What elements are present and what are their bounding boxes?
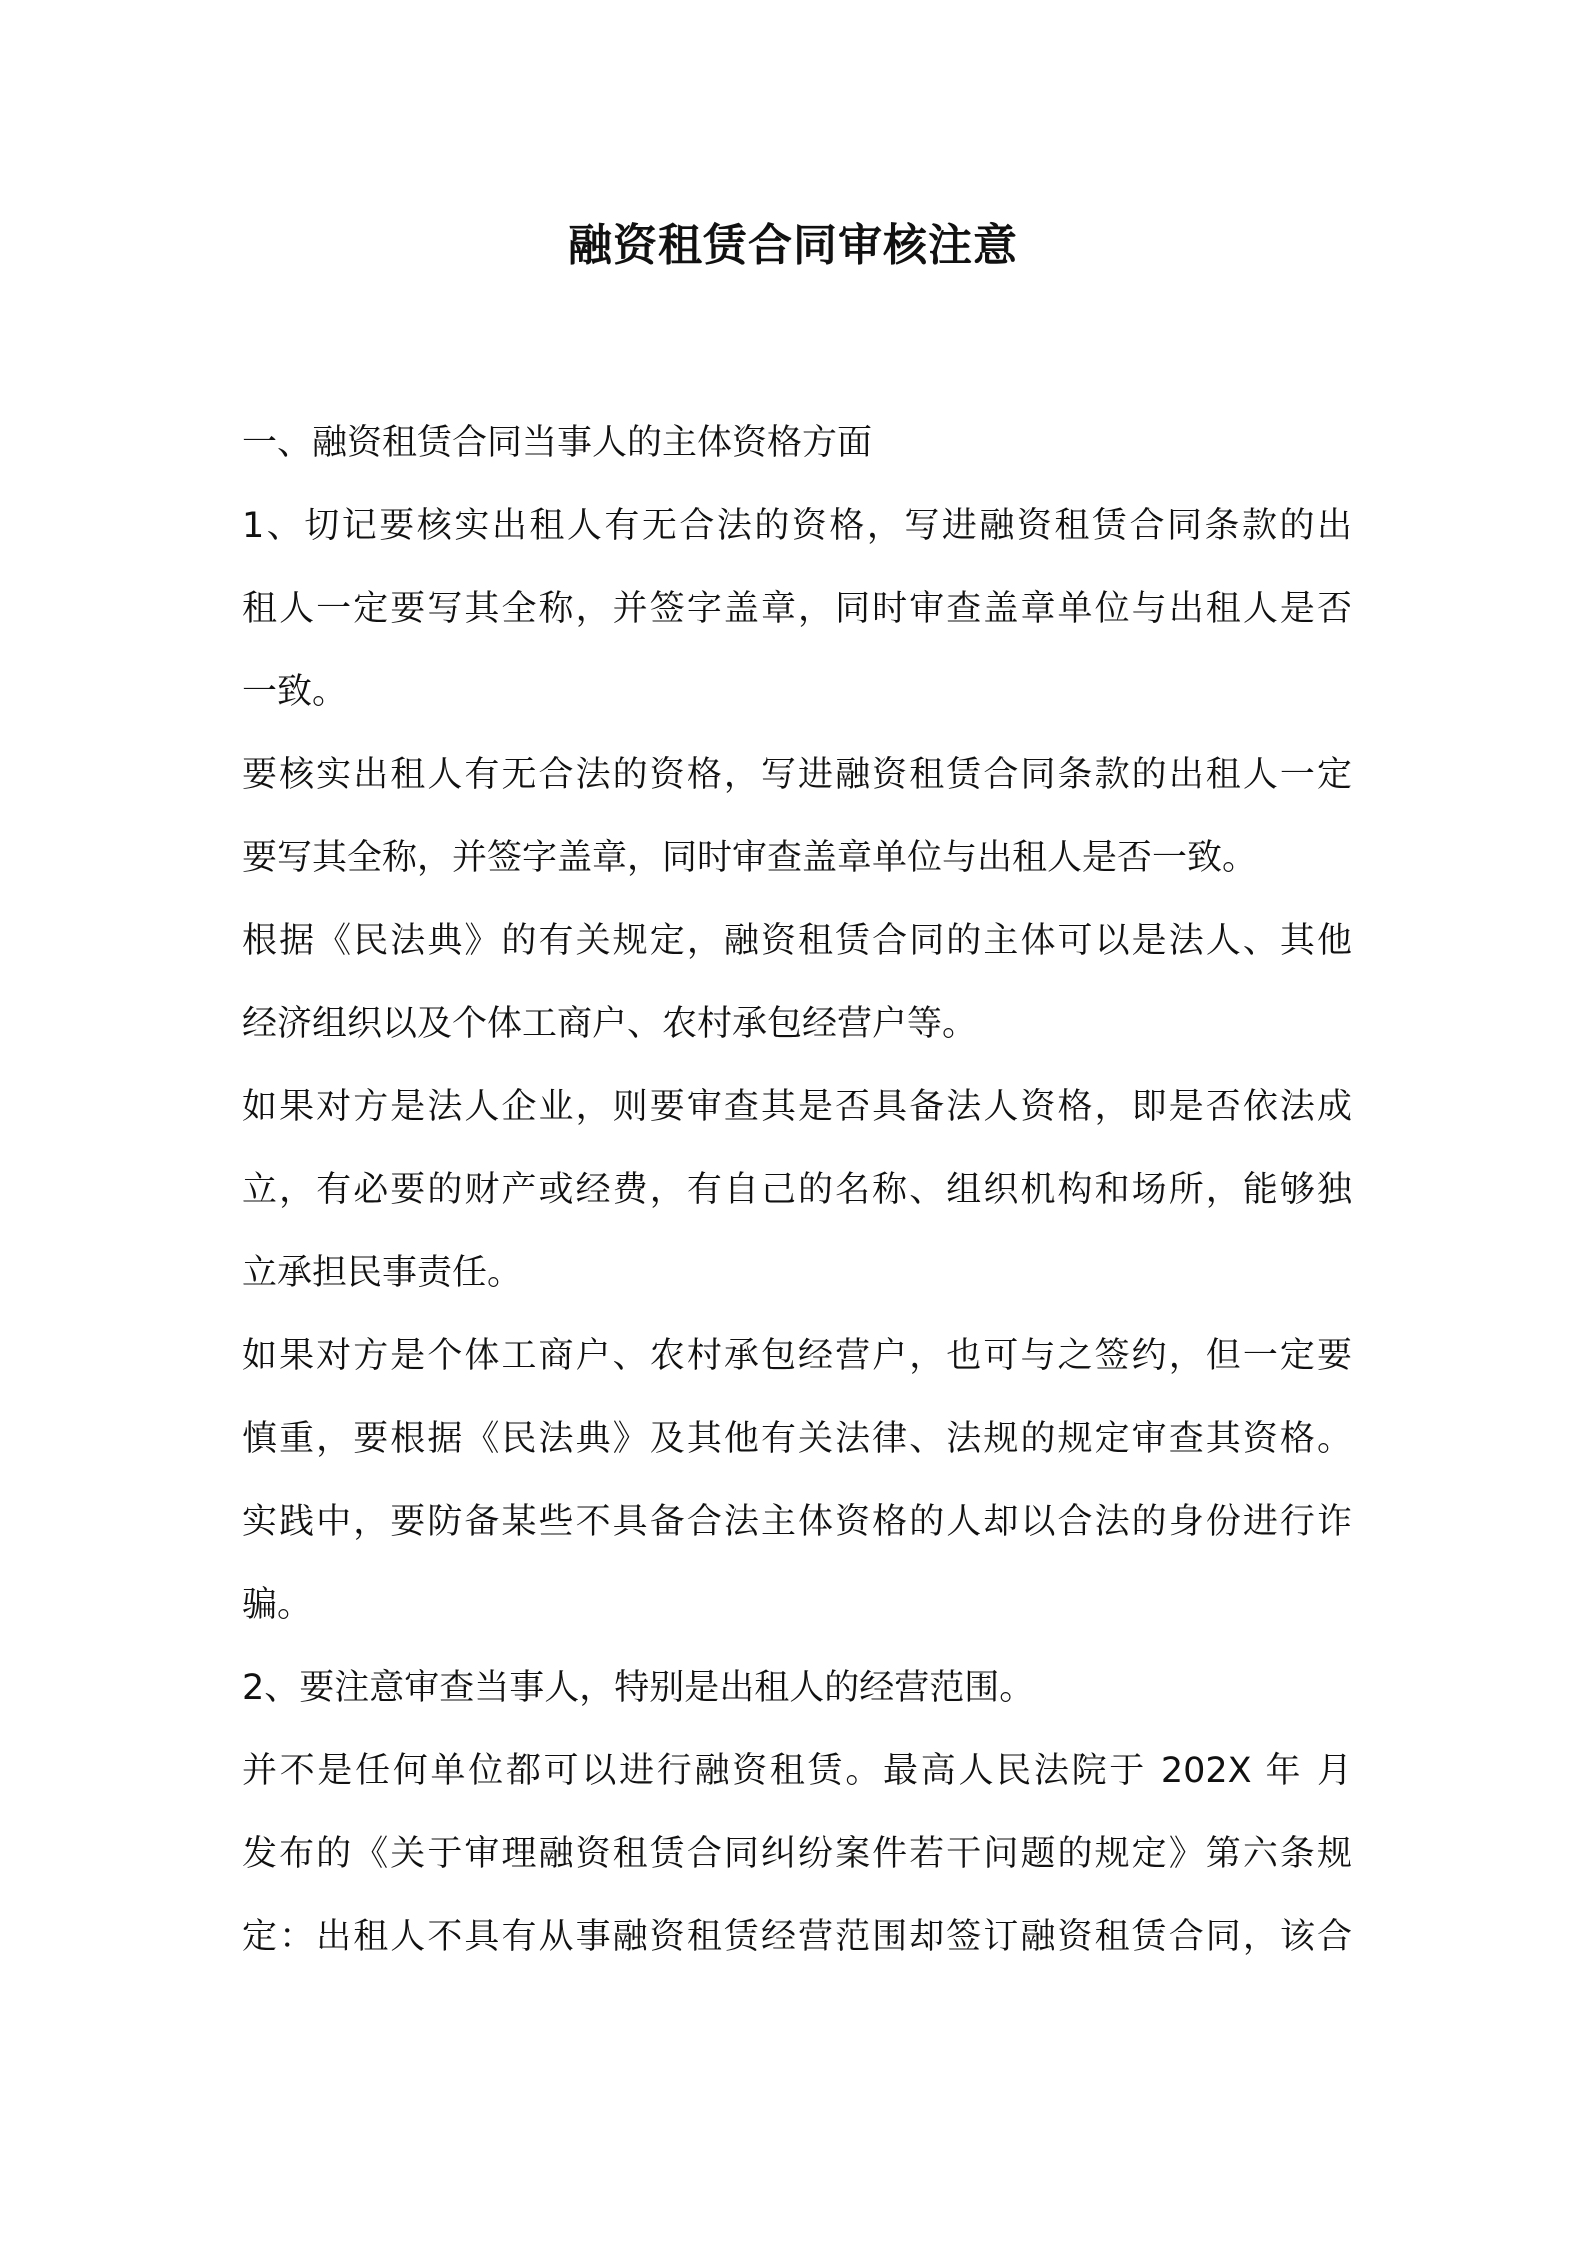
text-line: 经济组织以及个体工商户、农村承包经营户等。 [242,1004,978,1044]
text-line: 根据《民法典》的有关规定，融资租赁合同的主体可以是法人、其他 [242,921,1352,961]
text-line: 租人一定要写其全称，并签字盖章，同时审查盖章单位与出租人是否 [242,589,1352,629]
text-line: 立，有必要的财产或经费，有自己的名称、组织机构和场所，能够独 [242,1170,1352,1210]
text-line: 慎重，要根据《民法典》及其他有关法律、法规的规定审查其资格。 [242,1419,1352,1459]
text-line: 骗。 [242,1585,313,1625]
section-heading: 一、融资租赁合同当事人的主体资格方面 [242,423,873,463]
text-line: 并不是任何单位都可以进行融资租赁。最高人民法院于 202X 年 月 [242,1751,1352,1791]
text-line: 如果对方是个体工商户、农村承包经营户，也可与之签约，但一定要 [242,1336,1352,1376]
text-line: 实践中，要防备某些不具备合法主体资格的人却以合法的身份进行诈 [242,1502,1352,1542]
text-line: 要写其全称，并签字盖章，同时审查盖章单位与出租人是否一致。 [242,838,1258,878]
text-line: 发布的《关于审理融资租赁合同纠纷案件若干问题的规定》第六条规 [242,1834,1352,1874]
text-line: 定：出租人不具有从事融资租赁经营范围却签订融资租赁合同，该合 [242,1917,1352,1957]
text-line: 立承担民事责任。 [242,1253,523,1293]
text-line: 如果对方是法人企业，则要审查其是否具备法人资格，即是否依法成 [242,1087,1352,1127]
text-line: 1、切记要核实出租人有无合法的资格，写进融资租赁合同条款的出 [242,506,1352,546]
document-body [242,402,1352,1979]
section-heading: 2、要注意审查当事人，特别是出租人的经营范围。 [242,1668,1035,1708]
text-line: 要核实出租人有无合法的资格，写进融资租赁合同条款的出租人一定 [242,755,1352,795]
text-line: 一致。 [242,672,348,712]
document-title: 融资租赁合同审核注意 [568,220,1018,271]
